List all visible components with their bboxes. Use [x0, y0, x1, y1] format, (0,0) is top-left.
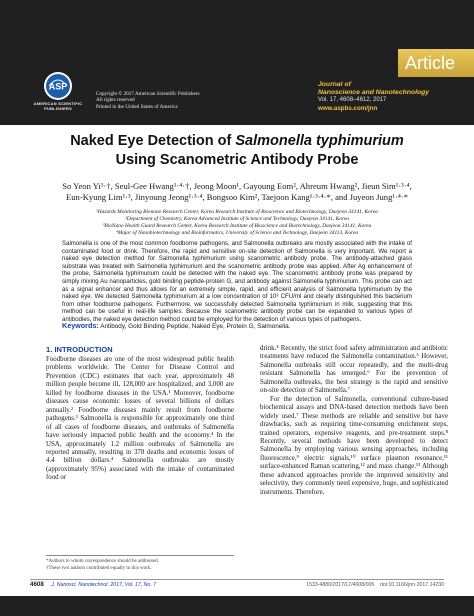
issn: 1533-4880/2017/17/4608/005 — [306, 582, 375, 588]
footnotes: *Authors to whom correspondence should be addressed. †These two authors contributed equally to this work. — [46, 555, 234, 572]
section-heading: 1. INTRODUCTION — [46, 345, 113, 354]
intro-paragraph: Foodborne diseases are one of the most widespread public health problems worldwide. The Center for Disease Control and Prevention (CDC) estimates that each year, approximately 48 million people become ill, 128,000 are hospitalized, and 3,000 are killed by foodborne diseases in the USA.¹ Moreover, foodborne diseases cause economic losses of several billions of dollars annually.² Foodborne diseases mainly result from foodborne pathogens.³ Salmonella is responsible for approximately one third of all cases of foodborne diseases, and outbreaks of Salmonella have seriously impacted public health and the economy.⁴ In the USA, approximately 1.2 million outbreaks of Salmonella are reported annually, resulting in 378 deaths and economic losses of 4.4 billion dollars.⁴ Salmonella outbreaks are mostly (approximately 95%) associated with the intake of contaminated food or — [46, 356, 234, 482]
abstract: Salmonella is one of the most common foodborne pathogens, and Salmonella outbreaks are mostly associated with the intake of contaminated food or drink. Therefore, the rapid and sensitive on-site detection of Salmonella is very important. We report a naked eye detection method for Salmonella typhimurium using scanometric antibody probe. The antibody-attached glass substrate was treated with Salmonella typhimurium and the scanometric antibody probe was applied. After Ag enhancement of the probe, Salmonella typhimurium could be detected with the naked eye. The scanometric antibody probe was prepared by simply mixing Au nanoparticles, gold binding peptide-protein G, and antibody against Salmonella typhimurium. This probe can act as a signal enhancer and thus allows for an extremely simple, rapid, and efficient analysis of Salmonella typhimurium by the naked eye. We detected Salmonella typhimurium at a low concentration of 10³ CFU/ml and clearly distinguished this bacterium from other foodborne pathogens. Furthermore, we successfully detected Salmonella typhimurium in milk, suggesting that this method can be useful in real-life samples. Because the scanometric antibody probe can be expanded to various types of antibodies, the naked eye detection method could be employed for the detection of various types of pathogens. — [62, 240, 412, 323]
article-label: Article — [398, 49, 474, 77]
svg-text:ASP: ASP — [48, 81, 68, 92]
page-footer — [30, 581, 444, 589]
affiliations: ¹Hazards Monitoring Bionano Research Center, Korea Research Institute of Bioscience and Biotechnology, Daejeon 34141, Korea ²Department of Chemistry, Korea Advanced Institute of Science and Technology, Daejeon 34141, Korea ³BioNano Health Guard Research Center, Korea Research Institute of Bioscience and Biotechnology, Daejeon 34141, Korea ⁴Major of Nanobiotechnology and Bioinformatics, University of Science and Technology, Daejeon 34113, Korea — [96, 209, 378, 236]
journal-reference: J. Nanosci. Nanotechnol. 2017, Vol. 17, No. 7 — [51, 582, 156, 588]
footer-divider — [30, 579, 444, 580]
intro-paragraph-2: For the detection of Salmonella, conventional culture-based biochemical assays and DNA-based detection methods have been widely used.⁷ These methods are reliable and sensitive but have drawbacks, such as requiring time-consuming enrichment steps, trained operators, expensive reagents, and pre-treatment steps.⁸ Recently, several methods have been developed to detect Salmonella by employing various sensing approaches, including fluorescence,⁹ electric signals,¹⁰ surface plasmon resonance,¹¹ surface-enhanced Raman scattering,¹² and mass change.¹³ Although these advanced approaches provide the improved sensitivity and selectivity, they commonly need expensive, huge, and sophisticated instruments. Therefore, — [260, 395, 448, 496]
keywords — [62, 322, 412, 331]
journal-website[interactable]: www.aspbs.com/jnn — [318, 104, 378, 112]
author-list: So Yeon Yi¹·†, Seul-Gee Hwang¹·⁴·†, Jeong Moon¹, Gayoung Eom², Ahreum Hwang², Jieun Sim¹·³·⁴, Eun-Kyung Lim¹·³, Jinyoung Jeong¹·³·⁴, Bongsoo Kim², Taejoon Kang¹·³·⁴·*, and Juyeon Jung¹·⁴·* — [62, 181, 412, 202]
keywords-label: Keywords: — [62, 321, 99, 330]
doi-link[interactable]: doi:10.1166/jnn.2017.14230 — [380, 582, 444, 588]
journal-line1: Journal of — [318, 81, 351, 88]
page-number: 4608 — [30, 581, 44, 588]
intro-paragraph-continued: drink.⁴ Recently, the strict food safety administration and antibiotic treatments have reduced the Salmonella contamination.⁵ However, Salmonella outbreaks still occur repeatedly, and the multi-drug resistant Salmonella has emerged.⁶ For the prevention of Salmonella outbreaks, the best strategy is the rapid and sensitive on-site detection of Salmonella.⁷ — [260, 345, 448, 395]
journal-name: Nanoscience and Nanotechnology — [318, 89, 430, 96]
article-title: Naked Eye Detection of Salmonella typhimurium Using Scanometric Antibody Probe — [70, 133, 404, 168]
logo-subtext: AMERICAN SCIENTIFIC PUBLISHERS — [33, 101, 83, 111]
copyright-notice: Copyright © 2017 American Scientific Publishers All rights reserved Printed in the United States of America — [96, 91, 200, 110]
journal-volume: Vol. 17, 4608–4612, 2017 — [318, 97, 387, 103]
body-column-right — [260, 345, 448, 497]
keywords-text: Antibody, Gold Binding Peptide, Naked Eye, Protein G, Salmonella. — [100, 323, 291, 330]
journal-info — [318, 81, 468, 112]
body-column-left — [46, 345, 234, 483]
bottom-band — [0, 596, 474, 616]
